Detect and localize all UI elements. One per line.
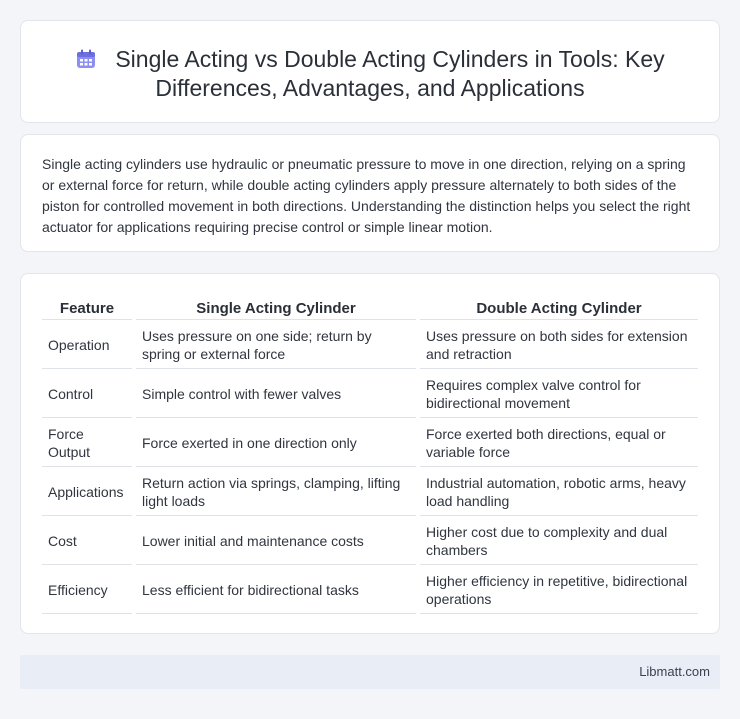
page-title: Single Acting vs Double Acting Cylinders in Tools: Key Differences, Advantages, and Applications [115, 46, 665, 101]
row-single-acting: Lower initial and maintenance costs [136, 518, 416, 565]
comparison-table [38, 295, 702, 616]
calendar-icon [75, 48, 97, 70]
table-row [42, 420, 698, 467]
intro-card [20, 134, 720, 252]
table-row [42, 371, 698, 418]
row-double-acting: Requires complex valve control for bidirectional movement [420, 371, 698, 418]
page-title-wrap [21, 45, 719, 103]
row-double-acting: Industrial automation, robotic arms, heavy load handling [420, 469, 698, 516]
comparison-card [20, 273, 720, 634]
title-card [20, 20, 720, 123]
table-header-row [42, 297, 698, 320]
row-single-acting: Force exerted in one direction only [136, 420, 416, 467]
row-feature: Cost [42, 518, 132, 565]
row-feature: Force Output [42, 420, 132, 467]
row-single-acting: Return action via springs, clamping, lifting light loads [136, 469, 416, 516]
row-single-acting: Less efficient for bidirectional tasks [136, 567, 416, 614]
intro-paragraph: Single acting cylinders use hydraulic or pneumatic pressure to move in one direction, relying on a spring or external force for return, while double acting cylinders apply pressure alternately to both sides of the piston for controlled movement in both directions. Understanding the distinction helps you select the right actuator for applications requiring precise control or simple linear motion. [42, 156, 691, 235]
row-double-acting: Force exerted both directions, equal or variable force [420, 420, 698, 467]
table-row [42, 518, 698, 565]
footer-site-link[interactable]: Libmatt.com [639, 664, 710, 679]
row-feature: Control [42, 371, 132, 418]
row-feature: Operation [42, 322, 132, 369]
header-single-acting: Single Acting Cylinder [136, 297, 416, 320]
footer-bar [20, 655, 720, 689]
header-feature: Feature [42, 297, 132, 320]
row-double-acting: Higher cost due to complexity and dual chambers [420, 518, 698, 565]
row-feature: Efficiency [42, 567, 132, 614]
row-double-acting: Uses pressure on both sides for extension and retraction [420, 322, 698, 369]
table-row [42, 469, 698, 516]
header-double-acting: Double Acting Cylinder [420, 297, 698, 320]
row-feature: Applications [42, 469, 132, 516]
row-single-acting: Simple control with fewer valves [136, 371, 416, 418]
row-double-acting: Higher efficiency in repetitive, bidirectional operations [420, 567, 698, 614]
row-single-acting: Uses pressure on one side; return by spring or external force [136, 322, 416, 369]
table-row [42, 322, 698, 369]
table-row [42, 567, 698, 614]
